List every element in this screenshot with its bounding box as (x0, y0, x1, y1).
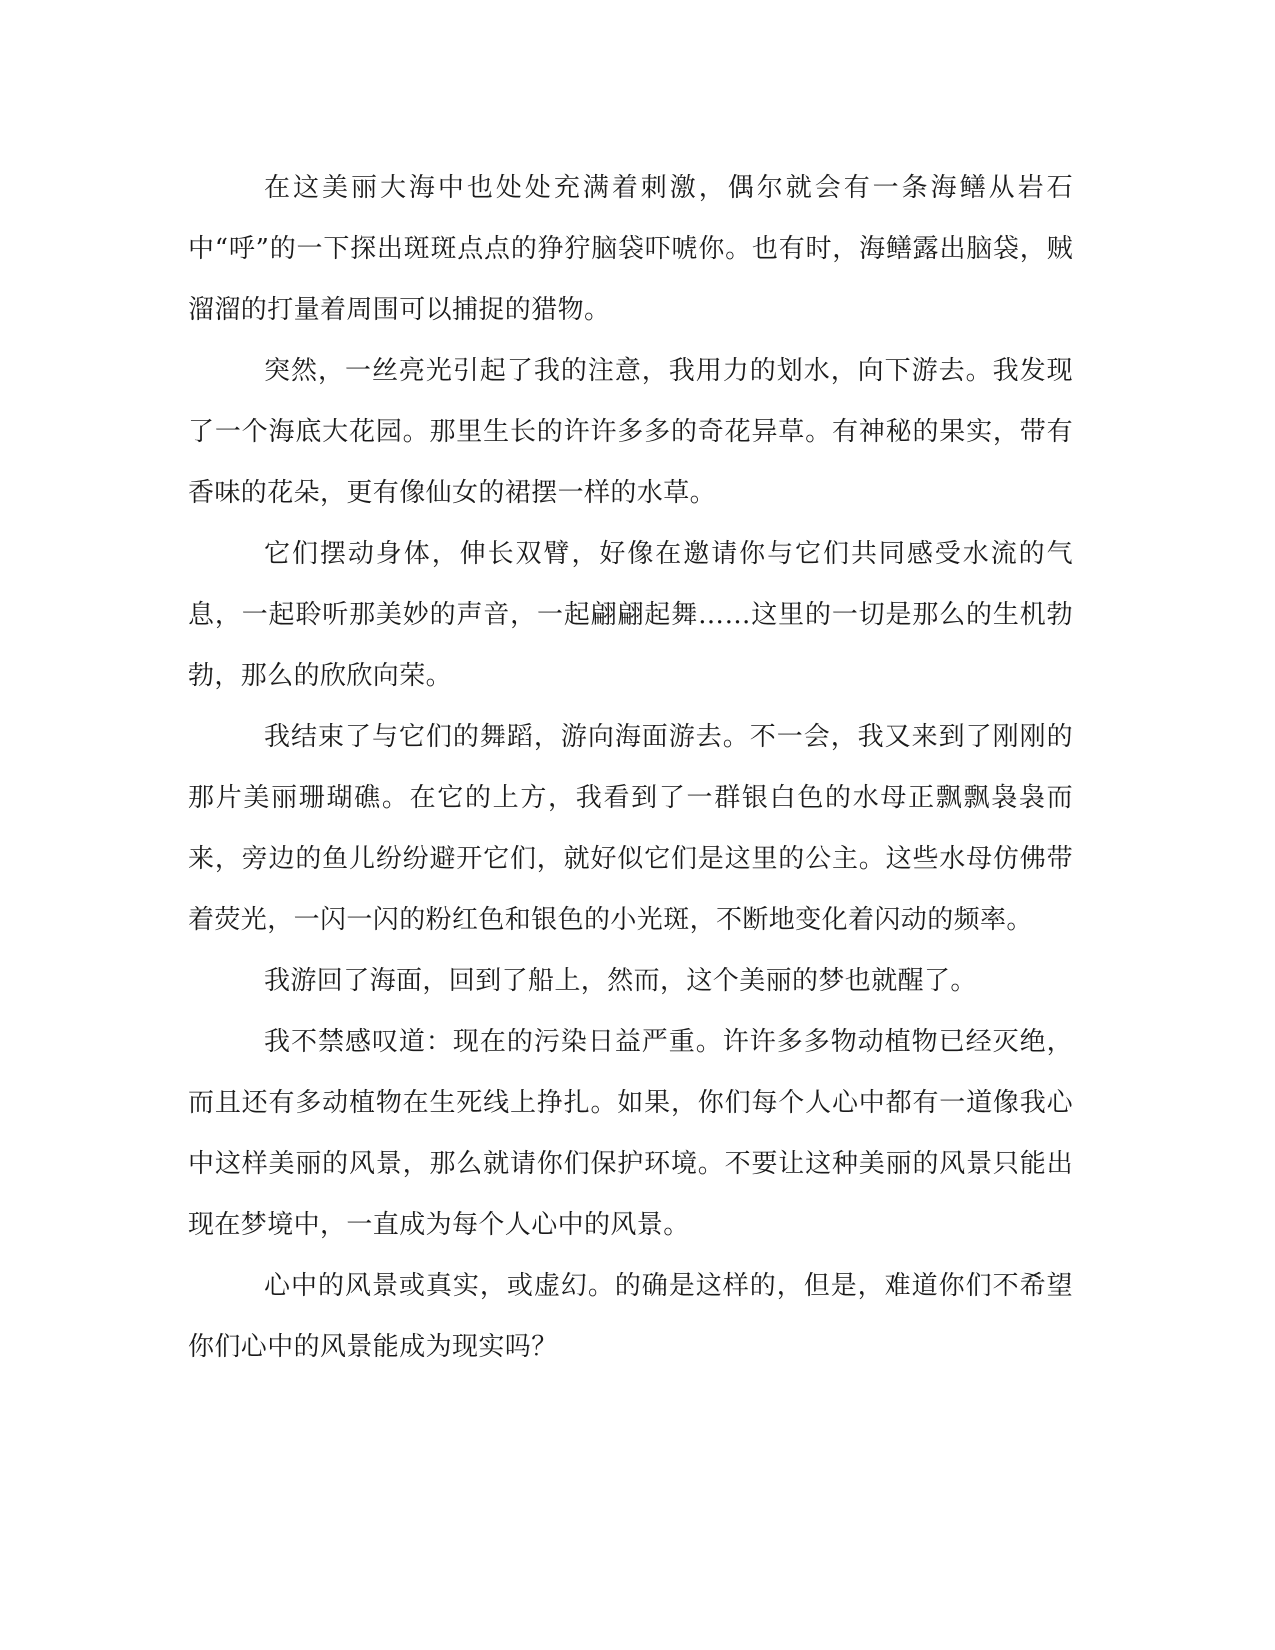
paragraph-conclusion: 心中的风景或真实，或虚幻。的确是这样的，但是，难道你们不希望你们心中的风景能成为现实吗？ (188, 1271, 1073, 1362)
document-body (188, 158, 1073, 1378)
paragraph-undersea-garden: 突然，一丝亮光引起了我的注意，我用力的划水，向下游去。我发现了一个海底大花园。那里生长的许许多多的奇花异草。有神秘的果实，带有香味的花朵，更有像仙女的裙摆一样的水草。 (188, 356, 1073, 508)
paragraph-moray-eel: 在这美丽大海中也处处充满着刺激，偶尔就会有一条海鳝从岩石中“呼”的一下探出斑斑点点的狰狞脑袋吓唬你。也有时，海鳝露出脑袋，贼溜溜的打量着周围可以捕捉的猎物。 (188, 173, 1073, 325)
paragraph-jellyfish: 我结束了与它们的舞蹈，游向海面游去。不一会，我又来到了刚刚的那片美丽珊瑚礁。在它的上方，我看到了一群银白色的水母正飘飘袅袅而来，旁边的鱼儿纷纷避开它们，就好似它们是这里的公主。这些水母仿佛带着荧光，一闪一闪的粉红色和银色的小光斑，不断地变化着闪动的频率。 (188, 722, 1073, 935)
paragraph-waking-up: 我游回了海面，回到了船上，然而，这个美丽的梦也就醒了。 (264, 966, 977, 996)
paragraph-dancing-plants: 它们摆动身体，伸长双臂，好像在邀请你与它们共同感受水流的气息，一起聆听那美妙的声音，一起翩翩起舞……这里的一切是那么的生机勃勃，那么的欣欣向荣。 (188, 539, 1073, 691)
paragraph-pollution: 我不禁感叹道：现在的污染日益严重。许许多多物动植物已经灭绝，而且还有多动植物在生死线上挣扎。如果，你们每个人心中都有一道像我心中这样美丽的风景，那么就请你们保护环境。不要让这种美丽的风景只能出现在梦境中，一直成为每个人心中的风景。 (188, 1027, 1073, 1240)
